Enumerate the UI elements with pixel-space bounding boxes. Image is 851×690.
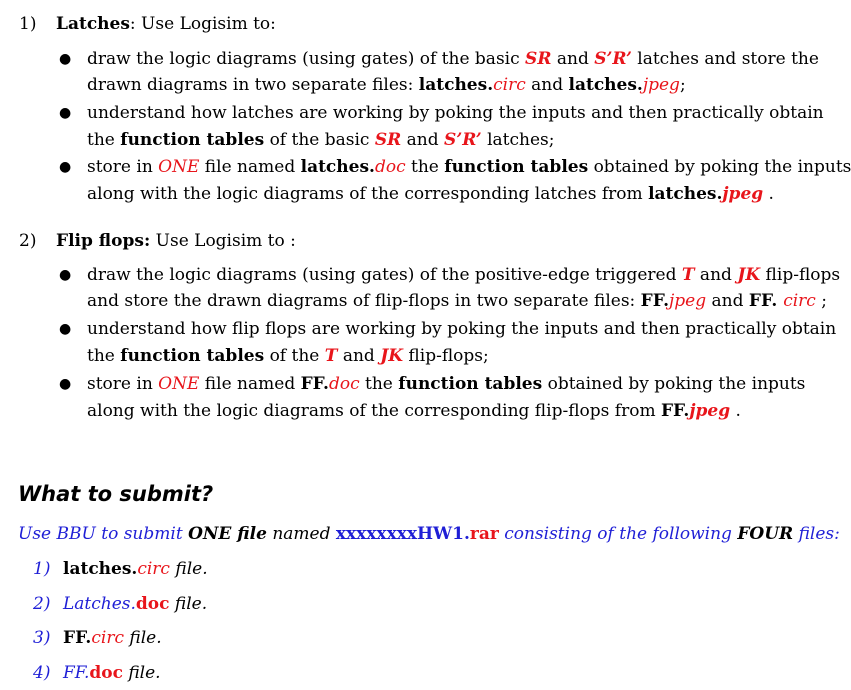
bullet-icon: ● <box>59 105 72 121</box>
submit-heading: What to submit? <box>18 482 214 506</box>
bullet-icon: ● <box>59 51 72 67</box>
bullet-icon: ● <box>59 159 72 175</box>
section-title: Latches <box>56 14 130 34</box>
section-title: Flip flops: <box>56 231 151 251</box>
submit-instructions: Use BBU to submit ONE file named xxxxxxxxHW1.rar consisting of the following FOUR files: <box>18 524 840 544</box>
section-number: 2) <box>19 231 37 251</box>
bullet-icon: ● <box>59 376 72 392</box>
bullet-icon: ● <box>59 321 72 337</box>
section-number: 1) <box>19 14 37 34</box>
bullet-icon: ● <box>59 267 72 283</box>
